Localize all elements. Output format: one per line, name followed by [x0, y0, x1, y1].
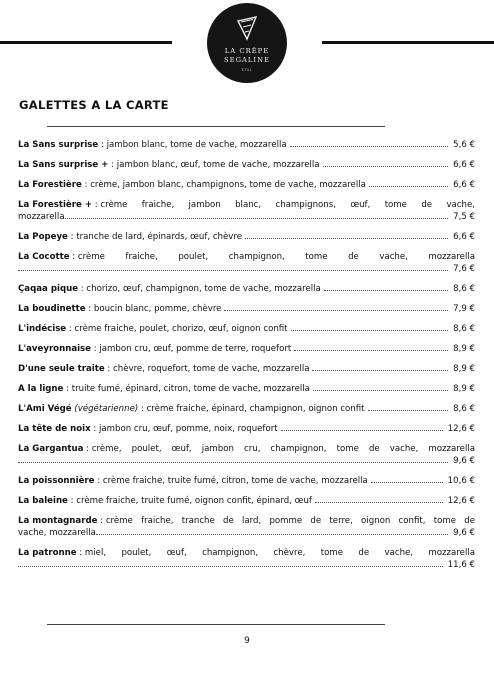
menu-item-separator: : [67, 496, 77, 506]
footer-divider [47, 624, 385, 625]
menu-item-name: D'une seule traite [18, 364, 105, 374]
menu-item-price: 12,6 € [447, 424, 475, 434]
dot-leader [281, 430, 443, 431]
menu-item-separator: : [91, 344, 100, 354]
dot-leader [368, 410, 449, 411]
dot-leader [313, 390, 448, 391]
menu-item-description: jambon cru, œuf, pomme, noix, roquefort [98, 424, 278, 434]
logo-text-line2: SEGALINE [223, 56, 271, 64]
menu-item-line1 [18, 547, 475, 559]
dot-leader [324, 290, 448, 291]
menu-item-name: L'aveyronnaise [18, 344, 92, 354]
menu-item-price: 8,6 € [453, 284, 475, 294]
menu-item-line2 [18, 527, 475, 539]
menu-item [18, 199, 475, 223]
menu-item-price: 6,6 € [453, 180, 475, 190]
menu-item-name: L'Ami Végé [18, 404, 72, 414]
dot-leader [312, 370, 448, 371]
menu-item-name: La Forestière + [18, 200, 93, 210]
menu-item-description: crème, poulet, œuf, jambon cru, champignon, tome de vache, mozzarella [91, 444, 475, 454]
menu-item-price: 7,6 € [453, 264, 475, 274]
menu-item-description: crème fraiche, poulet, champignon, tome de vache, mozzarella [77, 252, 475, 262]
dot-leader [294, 350, 448, 351]
menu-item-description: crème fraiche, tranche de lard, pomme de terre, oignon confit, tome de [105, 516, 475, 526]
menu-item-note: (végétarienne) [74, 404, 139, 414]
menu-item-price: 8,9 € [453, 384, 475, 394]
menu-item-description: jambon blanc, tome de vache, mozzarella [106, 140, 287, 150]
menu-item [18, 515, 475, 539]
menu-item-line1 [18, 515, 475, 527]
menu-item [18, 323, 475, 335]
dot-leader [315, 502, 443, 503]
menu-item-description: crème fraiche, épinard, champignon, oignon confit [146, 404, 365, 414]
menu-item-price: 9,6 € [453, 456, 475, 466]
menu-item-separator: : [108, 160, 117, 170]
dot-leader [18, 462, 448, 463]
dot-leader [96, 534, 448, 535]
menu-item-price: 10,6 € [447, 476, 475, 486]
menu-item-description: chorizo, œuf, champignon, tome de vache, mozzarella [86, 284, 321, 294]
crepe-logo-icon [235, 13, 259, 41]
menu-item-separator: : [138, 404, 147, 414]
menu-item-description: crème fraiche, truite fumé, citron, tome de vache, mozzarella [102, 476, 368, 486]
top-rule-right [322, 41, 494, 44]
menu-item-separator: : [81, 180, 91, 190]
menu-item-description: boucin blanc, pomme, chèvre [93, 304, 222, 314]
menu-item-separator: : [104, 364, 114, 374]
menu-item-price: 6,6 € [453, 160, 475, 170]
menu-item-name: La Forestière [18, 180, 82, 190]
menu-item-description: crème, jambon blanc, champignons, tome de vache, mozzarella [90, 180, 366, 190]
menu-item [18, 495, 475, 507]
menu-item-line2 [18, 559, 475, 571]
menu-item-line1 [18, 199, 475, 211]
menu-item [18, 139, 475, 151]
menu-item-separator: : [67, 232, 77, 242]
menu-item-price: 8,6 € [453, 404, 475, 414]
menu-item-description: jambon cru, œuf, pomme de terre, roquefort [99, 344, 292, 354]
menu-item-description: jambon blanc, œuf, tome de vache, mozzarella [116, 160, 320, 170]
menu-item-description: crème fraiche, jambon blanc, champignons, œuf, tome de vache, [100, 200, 475, 210]
menu-item-price: 5,6 € [453, 140, 475, 150]
menu-item [18, 251, 475, 275]
menu-item-name: La Gargantua [18, 444, 84, 454]
menu-item-price: 8,9 € [453, 364, 475, 374]
restaurant-logo [207, 3, 287, 83]
section-title: GALETTES A LA CARTE [19, 98, 169, 112]
menu-item-price: 7,5 € [453, 212, 475, 222]
menu-item-line2 [18, 211, 475, 223]
dot-leader [371, 482, 443, 483]
menu-item-separator: : [85, 304, 94, 314]
menu-item-price: 8,9 € [453, 344, 475, 354]
menu-item [18, 475, 475, 487]
dot-leader [369, 186, 448, 187]
menu-item-description: truite fumé, épinard, citron, tome de vache, mozzarella [71, 384, 310, 394]
menu-item [18, 363, 475, 375]
menu-item [18, 179, 475, 191]
menu-item-name: Çaqaa pique [18, 284, 79, 294]
logo-text-line3: ÉTAL [241, 68, 253, 72]
menu-item-description: crème fraiche, truite fumé, oignon confit, épinard, œuf [76, 496, 312, 506]
menu-item [18, 547, 475, 571]
menu-item-description: chèvre, roquefort, tome de vache, mozzarella [113, 364, 310, 374]
menu-item-separator: : [94, 476, 103, 486]
menu-item [18, 231, 475, 243]
menu-item-name: La patronne [18, 548, 77, 558]
menu-item-line2 [18, 455, 475, 467]
menu-item-separator: : [66, 324, 75, 334]
menu-item-separator: : [98, 140, 107, 150]
dot-leader [65, 218, 449, 219]
menu-item [18, 403, 475, 415]
menu-item-price: 7,9 € [453, 304, 475, 314]
menu-item-name: La Sans surprise + [18, 160, 109, 170]
menu-item-separator: : [76, 548, 85, 558]
menu-list [18, 139, 475, 571]
menu-item-description: tranche de lard, épinards, œuf, chèvre [76, 232, 243, 242]
section-divider [47, 126, 385, 127]
menu-item-line1 [18, 443, 475, 455]
top-rule-left [0, 41, 172, 44]
menu-item [18, 283, 475, 295]
menu-item-description-cont: mozzarella [18, 212, 65, 222]
menu-item-line2 [18, 263, 475, 275]
menu-item-name: La tête de noix [18, 424, 91, 434]
menu-item-name: L'indécise [18, 324, 67, 334]
menu-item-separator: : [92, 200, 101, 210]
menu-item-name: La Cocotte [18, 252, 70, 262]
menu-item-name: La Popeye [18, 232, 68, 242]
menu-item-name: La Sans surprise [18, 140, 99, 150]
menu-item [18, 443, 475, 467]
menu-item-name: La baleine [18, 496, 68, 506]
menu-item-description: crème fraiche, poulet, chorizo, œuf, oignon confit [74, 324, 288, 334]
dot-leader [290, 146, 449, 147]
dot-leader [224, 310, 448, 311]
menu-item [18, 159, 475, 171]
menu-item-price: 11,6 € [447, 560, 475, 570]
menu-item [18, 383, 475, 395]
logo-text-line1: LA CRÊPE [224, 47, 270, 55]
dot-leader [245, 238, 448, 239]
menu-item-separator: : [63, 384, 72, 394]
menu-item-description: miel, poulet, œuf, champignon, chèvre, tome de vache, mozzarella [84, 548, 475, 558]
dot-leader [18, 566, 443, 567]
menu-item-price: 6,6 € [453, 232, 475, 242]
menu-item-name: La poissonnière [18, 476, 95, 486]
menu-item-separator: : [69, 252, 78, 262]
menu-item-price: 9,6 € [453, 528, 475, 538]
menu-item-name: La boudinette [18, 304, 86, 314]
menu-item-price: 12,6 € [447, 496, 475, 506]
menu-item [18, 343, 475, 355]
menu-item-name: La montagnarde [18, 516, 98, 526]
menu-item-separator: : [78, 284, 87, 294]
menu-item [18, 423, 475, 435]
menu-item-separator: : [83, 444, 92, 454]
menu-item-separator: : [97, 516, 106, 526]
dot-leader [291, 330, 449, 331]
dot-leader [323, 166, 449, 167]
menu-item-line1 [18, 251, 475, 263]
menu-item-separator: : [90, 424, 99, 434]
menu-item-description-cont: vache, mozzarella [18, 528, 96, 538]
page-number: 9 [244, 636, 250, 646]
menu-item [18, 303, 475, 315]
menu-item-price: 8,6 € [453, 324, 475, 334]
dot-leader [18, 270, 448, 271]
menu-item-name: A la ligne [18, 384, 64, 394]
